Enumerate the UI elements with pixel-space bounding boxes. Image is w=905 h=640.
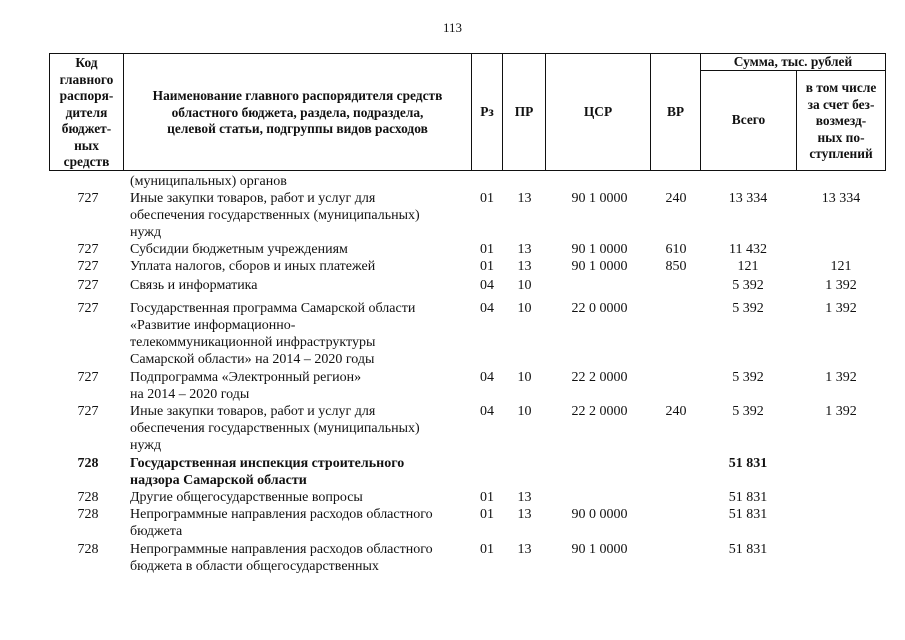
cell-name: Иные закупки товаров, работ и услуг для обеспечения государственных (муниципальных) нужд: [130, 404, 420, 453]
header-divider: [885, 53, 886, 171]
page-number: 113: [442, 20, 463, 35]
cell-vtch: 1 392: [825, 301, 857, 316]
cell-pr: 10: [517, 301, 532, 316]
cell-rz: 04: [480, 301, 494, 316]
header-rz: Рз: [480, 104, 494, 119]
cell-kod: 728: [77, 490, 99, 505]
cell-pr: 13: [517, 490, 532, 505]
cell-kod: 727: [77, 259, 99, 274]
header-bottom-rule: [49, 170, 886, 171]
header-vr: ВР: [666, 104, 685, 119]
cell-vtch: 1 392: [825, 370, 857, 385]
cell-vr: 610: [665, 242, 687, 257]
cell-name: (муниципальных) органов: [130, 174, 287, 189]
cell-vsego: 5 392: [732, 301, 764, 316]
cell-pr: 10: [517, 404, 532, 419]
cell-name: Государственная инспекция строительного надзора Самарской области: [130, 456, 405, 488]
cell-name: Связь и информатика: [130, 278, 258, 293]
cell-vr: 850: [665, 259, 687, 274]
cell-csr: 90 1 0000: [571, 259, 628, 274]
cell-kod: 727: [77, 278, 99, 293]
cell-csr: 22 2 0000: [571, 370, 628, 385]
cell-vr: 240: [665, 191, 687, 206]
cell-pr: 10: [517, 370, 532, 385]
cell-csr: 22 2 0000: [571, 404, 628, 419]
cell-vsego: 51 831: [728, 456, 768, 471]
cell-name: Непрограммные направления расходов областного бюджета в области общегосударственных: [130, 542, 433, 574]
cell-rz: 01: [480, 507, 494, 522]
header-vtch: в том числе за счет без- возмезд- ных по- ступлений: [805, 80, 877, 161]
cell-vsego: 5 392: [732, 278, 764, 293]
cell-rz: 01: [480, 542, 494, 557]
cell-vsego: 13 334: [728, 191, 768, 206]
cell-vsego: 5 392: [732, 370, 764, 385]
cell-rz: 01: [480, 490, 494, 505]
header-vsego: Всего: [731, 112, 766, 127]
cell-rz: 01: [480, 191, 494, 206]
cell-vsego: 5 392: [732, 404, 764, 419]
cell-kod: 727: [77, 370, 99, 385]
cell-kod: 728: [77, 542, 99, 557]
cell-name: Уплата налогов, сборов и иных платежей: [130, 259, 376, 274]
cell-vsego: 51 831: [728, 542, 768, 557]
cell-rz: 01: [480, 242, 494, 257]
cell-csr: 90 1 0000: [571, 542, 628, 557]
cell-vtch: 13 334: [821, 191, 861, 206]
cell-pr: 13: [517, 191, 532, 206]
cell-rz: 01: [480, 259, 494, 274]
header-name: Наименование главного распорядителя средств областного бюджета, раздела, подраздела, целевой статьи, подгруппы видов расходов: [152, 88, 443, 136]
cell-vsego: 11 432: [729, 242, 767, 257]
cell-kod: 728: [77, 456, 99, 471]
header-csr: ЦСР: [583, 104, 613, 119]
cell-vtch: 1 392: [825, 404, 857, 419]
cell-csr: 90 1 0000: [571, 191, 628, 206]
cell-csr: 22 0 0000: [571, 301, 628, 316]
cell-pr: 13: [517, 542, 532, 557]
cell-kod: 727: [77, 242, 99, 257]
cell-name: Другие общегосударственные вопросы: [130, 490, 363, 505]
cell-csr: 90 1 0000: [571, 242, 628, 257]
cell-pr: 13: [517, 507, 532, 522]
cell-kod: 727: [77, 301, 99, 316]
cell-name: Иные закупки товаров, работ и услуг для обеспечения государственных (муниципальных) нужд: [130, 191, 420, 240]
cell-vr: 240: [665, 404, 687, 419]
cell-rz: 04: [480, 278, 494, 293]
cell-kod: 727: [77, 404, 99, 419]
cell-rz: 04: [480, 404, 494, 419]
cell-name: Государственная программа Самарской области «Развитие информационно- телекоммуникационной инфраструктуры Самарской области» на 2014 – 2020 годы: [130, 301, 416, 367]
cell-pr: 13: [517, 242, 532, 257]
cell-name: Непрограммные направления расходов областного бюджета: [130, 507, 433, 539]
cell-vsego: 121: [737, 259, 759, 274]
cell-pr: 13: [517, 259, 532, 274]
cell-pr: 10: [517, 278, 532, 293]
cell-vtch: 1 392: [825, 278, 857, 293]
cell-rz: 04: [480, 370, 494, 385]
cell-name: Субсидии бюджетным учреждениям: [130, 242, 348, 257]
cell-csr: 90 0 0000: [571, 507, 628, 522]
cell-kod: 728: [77, 507, 99, 522]
cell-vsego: 51 831: [728, 507, 768, 522]
header-kod: Код главного распоря- дителя бюджет- ных средств: [59, 55, 114, 169]
cell-vtch: 121: [830, 259, 852, 274]
header-pr: ПР: [514, 104, 534, 119]
cell-kod: 727: [77, 191, 99, 206]
cell-vsego: 51 831: [728, 490, 768, 505]
cell-name: Подпрограмма «Электронный регион» на 2014 – 2020 годы: [130, 370, 362, 402]
header-summa: Сумма, тыс. рублей: [733, 54, 853, 69]
